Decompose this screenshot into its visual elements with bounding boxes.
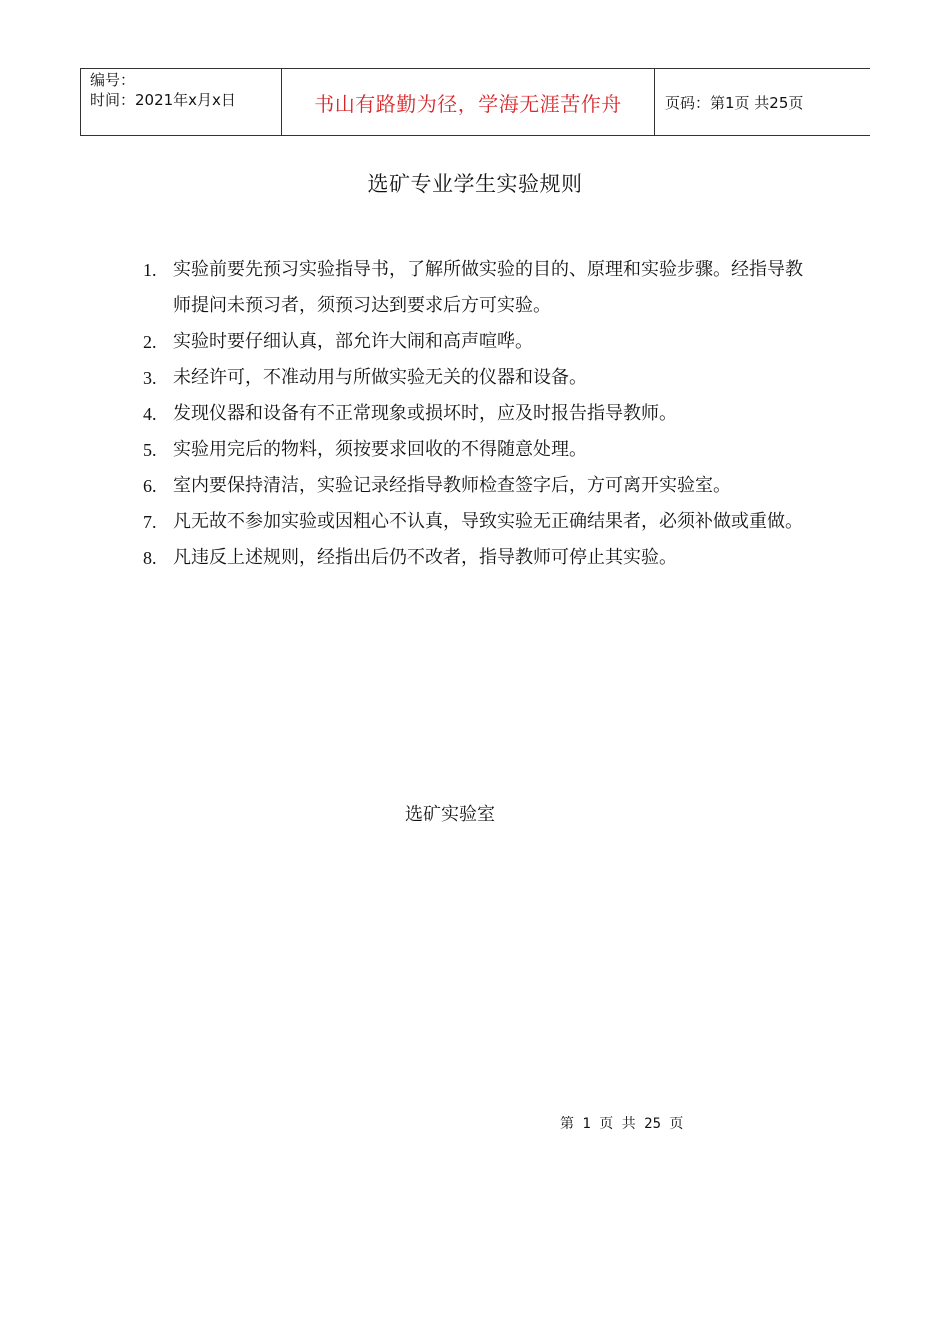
rule-text: 室内要保持清洁，实验记录经指导教师检查签字后，方可离开实验室。 (173, 475, 731, 496)
document-time-label: 时间：2021年x月x日 (90, 91, 236, 109)
department-signature: 选矿实验室 (405, 804, 495, 825)
list-item (143, 252, 813, 324)
rule-number: 6. (143, 476, 157, 496)
rule-number: 2. (143, 332, 157, 352)
document-number-label: 编号： (90, 71, 136, 89)
header-motto: 书山有路勤为径，学海无涯苦作舟 (282, 69, 655, 135)
page-title: 选矿专业学生实验规则 (367, 172, 583, 196)
header-info-cell (81, 69, 282, 135)
rule-text: 实验前要先预习实验指导书，了解所做实验的目的、原理和实验步骤。经指导教师提问未预习者，须预习达到要求后方可实验。 (173, 259, 803, 316)
list-item (143, 432, 813, 468)
rule-number: 4. (143, 404, 157, 424)
list-item (143, 396, 813, 432)
rule-number: 7. (143, 512, 157, 532)
rule-text: 发现仪器和设备有不正常现象或损坏时，应及时报告指导教师。 (173, 403, 677, 424)
rule-number: 5. (143, 440, 157, 460)
rule-text: 未经许可，不准动用与所做实验无关的仪器和设备。 (173, 367, 587, 388)
list-item (143, 324, 813, 360)
page-number-footer: 第 1 页 共 25 页 (560, 1116, 684, 1132)
list-item (143, 360, 813, 396)
rule-text: 实验用完后的物料，须按要求回收的不得随意处理。 (173, 439, 587, 460)
rule-number: 8. (143, 548, 157, 568)
rules-list (143, 252, 813, 576)
rule-text: 实验时要仔细认真，部允许大闹和高声喧哗。 (173, 331, 533, 352)
rule-text: 凡违反上述规则，经指出后仍不改者，指导教师可停止其实验。 (173, 547, 677, 568)
rule-number: 1. (143, 260, 157, 280)
header-table (80, 68, 870, 136)
list-item (143, 468, 813, 504)
list-item (143, 504, 813, 540)
rule-text: 凡无故不参加实验或因粗心不认真，导致实验无正确结果者，必须补做或重做。 (173, 511, 803, 532)
list-item (143, 540, 813, 576)
header-page-code: 页码：第1页 共25页 (665, 93, 804, 112)
rule-number: 3. (143, 368, 157, 388)
